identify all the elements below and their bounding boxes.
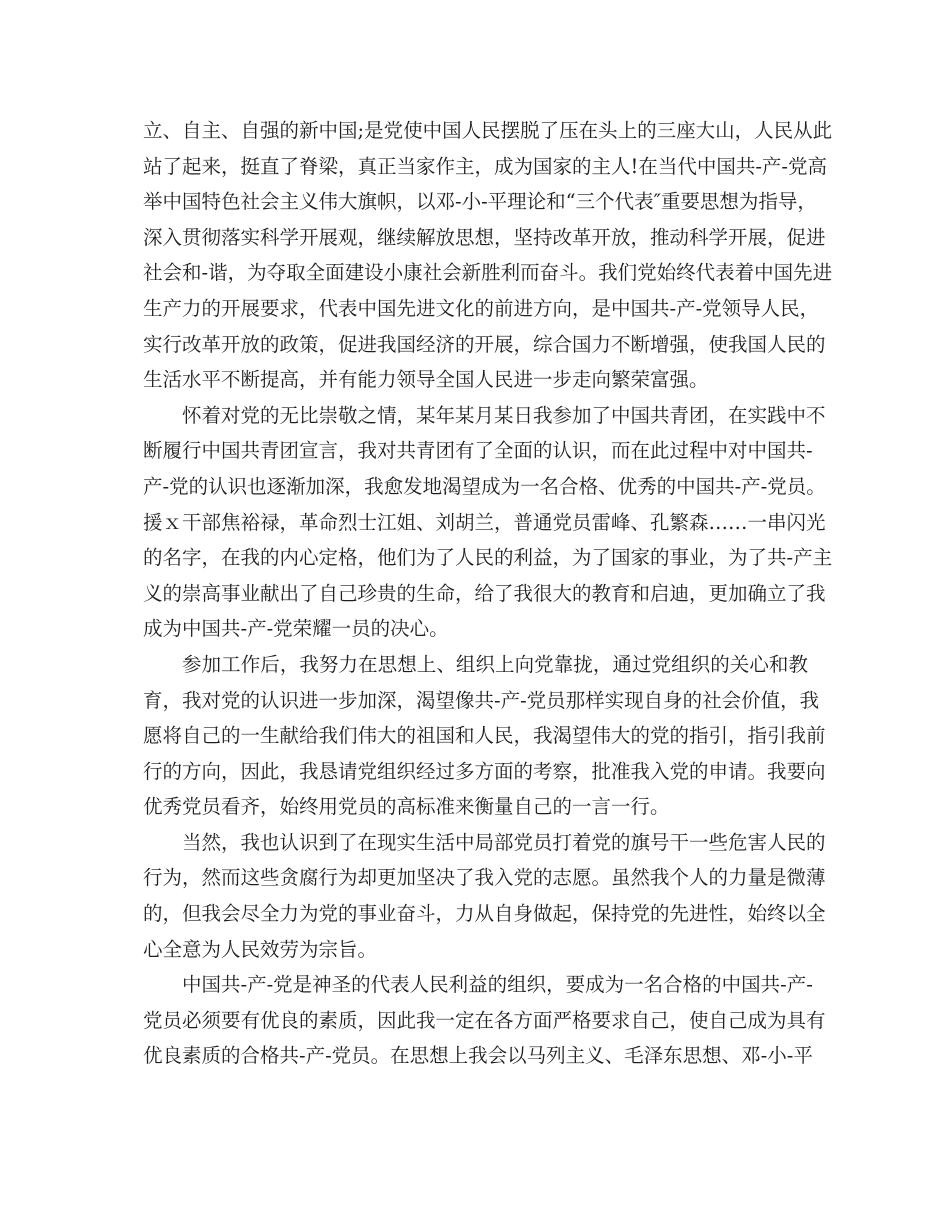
text-line: 深入贯彻落实科学开展观，继续解放思想，坚持改革开放，推动科学开展，促进 [143, 225, 826, 249]
text-line: 举中国特色社会主义伟大旗帜，以邓-小-平理论和“三个代表″重要思想为指导， [143, 190, 817, 214]
text-line: 站了起来，挺直了脊梁，真正当家作主，成为国家的主人!在当代中国共-产-党高 [143, 154, 828, 178]
text-line: 优秀党员看齐，始终用党员的高标准来衡量自己的一言一行。 [143, 795, 670, 819]
text-line: 生产力的开展要求，代表中国先进文化的前进方向，是中国共-产-党领导人民， [143, 296, 820, 320]
text-line: 党员必须要有优良的素质，因此我一定在各方面严格要求自己，使自己成为具有 [143, 1008, 826, 1032]
text-line: 育，我对党的认识进一步加深，渴望像共-产-党员那样实现自身的社会价值，我 [143, 688, 820, 712]
paragraph-3 [143, 647, 826, 825]
document-body [143, 113, 833, 1074]
text-line: 当然，我也认识到了在现实生活中局部党员打着党的旗号干一些危害人民的 [182, 830, 826, 854]
paragraph-4 [143, 825, 826, 967]
paragraph-1 [143, 113, 833, 398]
text-line: 参加工作后，我努力在思想上、组织上向党靠拢，通过党组织的关心和教 [182, 652, 808, 676]
text-line: 生活水平不断提高，并有能力领导全国人民进一步走向繁荣富强。 [143, 368, 709, 392]
text-line: 义的崇高事业献出了自己珍贵的生命，给了我很大的教育和启迪，更加确立了我 [143, 581, 826, 605]
text-line: 断履行中国共青团宣言，我对共青团有了全面的认识，而在此过程中对中国共- [143, 439, 813, 463]
text-line: 成为中国共-产-党荣耀一员的决心。 [143, 617, 449, 641]
text-line: 行的方向，因此，我恳请党组织经过多方面的考察，批准我入党的申请。我要向 [143, 759, 826, 783]
paragraph-5 [143, 967, 826, 1074]
text-line: 产-党的认识也逐渐加深，我愈发地渴望成为一名合格、优秀的中国共-产-党员。 [143, 474, 826, 498]
text-line: 的，但我会尽全力为党的事业奋斗，力从自身做起，保持党的先进性，始终以全 [143, 902, 826, 926]
text-line: 心全意为人民效劳为宗旨。 [143, 937, 378, 961]
text-line: 中国共-产-党是神圣的代表人民利益的组织，要成为一名合格的中国共-产- [182, 973, 813, 997]
text-line: 愿将自己的一生献给我们伟大的祖国和人民，我渴望伟大的党的指引，指引我前 [143, 724, 826, 748]
text-line: 行为，然而这些贪腐行为却更加坚决了我入党的志愿。虽然我个人的力量是微薄 [143, 866, 826, 890]
text-line: 立、自主、自强的新中国;是党使中国人民摆脱了压在头上的三座大山，人民从此 [143, 119, 833, 142]
text-line: 的名字，在我的内心定格，他们为了人民的利益，为了国家的事业，为了共-产主 [143, 546, 833, 570]
text-line: 社会和-谐，为夺取全面建设小康社会新胜利而奋斗。我们党始终代表着中国先进 [143, 261, 833, 285]
paragraph-2 [143, 398, 833, 647]
text-line: 优良素质的合格共-产-党员。在思想上我会以马列主义、毛泽东思想、邓-小-平 [143, 1044, 813, 1068]
text-line: 援ｘ干部焦裕禄，革命烈士江姐、刘胡兰，普通党员雷峰、孔繁森……一串闪光 [143, 510, 826, 534]
text-line: 实行改革开放的政策，促进我国经济的开展，综合国力不断增强，使我国人民的 [143, 332, 826, 356]
text-line: 怀着对党的无比崇敬之情，某年某月某日我参加了中国共青团，在实践中不 [182, 403, 826, 427]
